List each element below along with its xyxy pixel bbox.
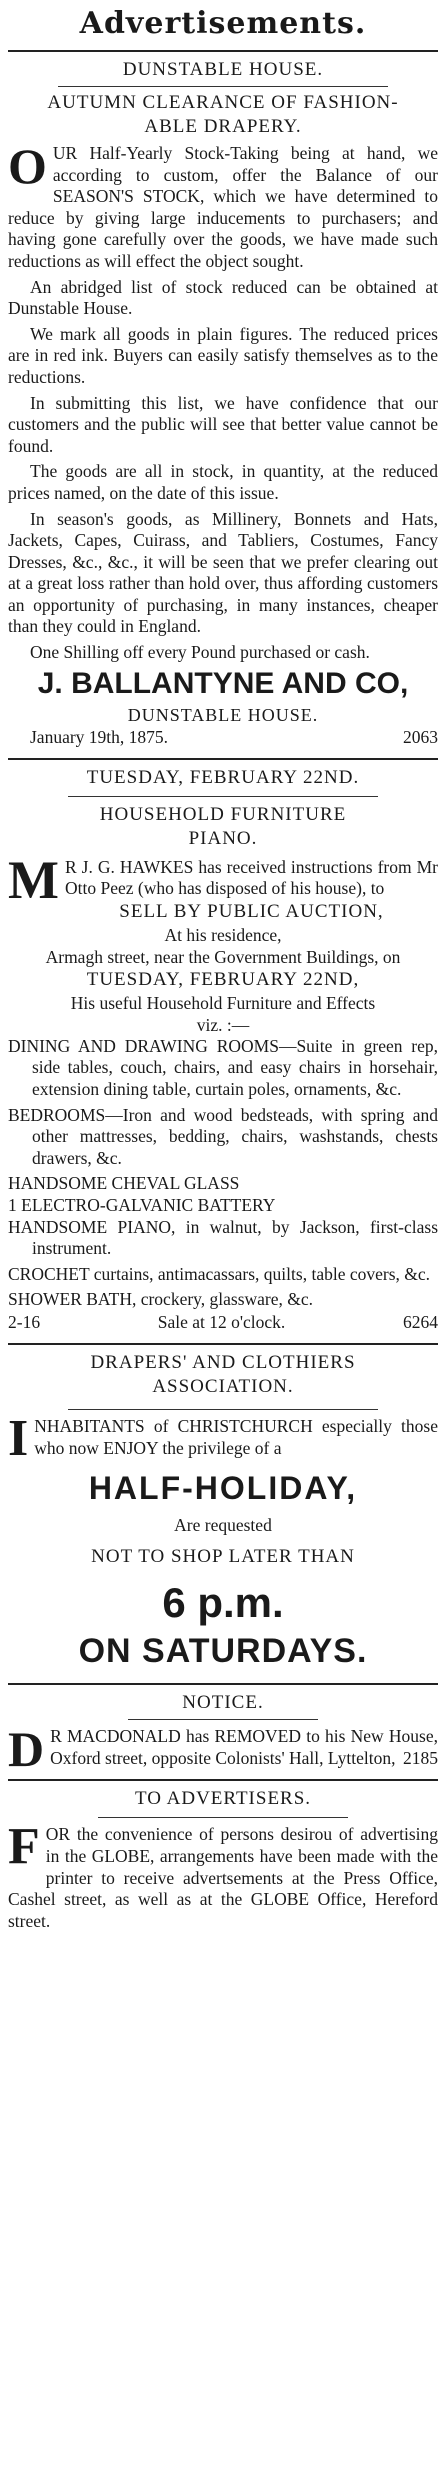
closing-time: 6 p.m.: [162, 1579, 284, 1627]
auction-item: HANDSOME PIANO, in walnut, by Jackson, first-class instrument.: [8, 1216, 438, 1259]
divider: [8, 1683, 438, 1685]
auction-item: SHOWER BATH, crockery, glassware, &c.: [8, 1289, 314, 1310]
ad-paragraph: The goods are all in stock, in quantity, at the reduced prices named, on the date of this issue.: [8, 461, 438, 503]
ad-paragraph: In season's goods, as Millinery, Bonnets and Hats, Jackets, Capes, Cuirass, and Tabliers, Costumes, Fancy Dresses, &c., &c., it will be seen that we prefer clearing out at a great loss rather than hold over, thus affording customers an opportunity of purchasing, in many instances, cheaper than they could in England.: [8, 508, 438, 637]
auction-intro-text: R J. G. HAWKES has received instructions from Mr Otto Peez (who has disposed of his house), to: [64, 856, 438, 899]
divider: [98, 1817, 348, 1818]
ad-paragraph: An abridged list of stock reduced can be obtained at Dunstable House.: [8, 276, 438, 319]
divider: [68, 796, 378, 797]
notice-ref-number: 2185: [403, 1747, 438, 1768]
masthead-title: Advertisements.: [79, 6, 367, 41]
auction-item: DINING AND DRAWING ROOMS—Suite in green rep, side tables, couch, chairs, and easy chairs in horsehair, extension dining table, curtain poles, ornaments, &c.: [8, 1035, 438, 1100]
ad-paragraph: [8, 138, 438, 273]
drop-cap: O: [8, 138, 47, 194]
auction-code: 2-16: [8, 1311, 41, 1332]
association-heading: ASSOCIATION.: [152, 1375, 294, 1397]
ad-ref-number: 2063: [403, 726, 438, 747]
divider: [68, 1409, 378, 1410]
saturdays-heading: ON SATURDAYS.: [78, 1632, 368, 1671]
divider: [8, 1343, 438, 1345]
auction-effects-line: His useful Household Furniture and Effects: [70, 992, 376, 1013]
auction-item: BEDROOMS—Iron and wood bedsteads, with spring and other mattresses, bedding, chairs, washstands, chests drawers, &c.: [8, 1104, 438, 1168]
advertisers-text: OR the convenience of persons desirou of advertising in the GLOBE, arrangements have been made with the printer to receive advertsements at the Press Office, Cashel street, as well as at the GLOBE Office, Hereford street.: [8, 1824, 438, 1931]
association-paragraph: [8, 1409, 438, 1467]
auction-sale-time: Sale at 12 o'clock.: [157, 1311, 286, 1332]
drop-cap: M: [8, 849, 59, 910]
ad-paragraph: In submitting this list, we have confidence that our customers and the public will see that better value cannot be found.: [8, 392, 438, 456]
ad-headline: ABLE DRAPERY.: [144, 116, 302, 137]
auction-item: HANDSOME CHEVAL GLASS: [8, 1173, 240, 1194]
auction-footer-row: [8, 1311, 438, 1333]
not-shop-line: NOT TO SHOP LATER THAN: [91, 1546, 355, 1568]
auction-sell-line: SELL BY PUBLIC AUCTION,: [119, 900, 384, 922]
association-heading: DRAPERS' AND CLOTHIERS: [90, 1351, 356, 1373]
auction-advert: [8, 766, 438, 1333]
auction-location: Armagh street, near the Government Buildings, on: [45, 946, 401, 967]
auction-viz: viz. :—: [196, 1014, 250, 1035]
divider: [58, 86, 388, 87]
auction-title: PIANO.: [188, 827, 258, 849]
dunstable-house-advert: [8, 58, 438, 748]
advertisers-paragraph: [8, 1818, 438, 1932]
drop-cap: I: [8, 1409, 29, 1467]
notice-heading: NOTICE.: [182, 1692, 264, 1714]
to-advertisers-advert: [8, 1787, 438, 1932]
auction-item: CROCHET curtains, antimacassars, quilts, table covers, &c.: [8, 1263, 431, 1284]
ad-paragraph: We mark all goods in plain figures. The reduced prices are in red ink. Buyers can easily satisfy themselves as to the reductions.: [8, 323, 438, 387]
auction-when: TUESDAY, FEBRUARY 22ND,: [86, 968, 360, 990]
drop-cap: D: [8, 1721, 45, 1778]
ad-house-heading: DUNSTABLE HOUSE.: [122, 59, 324, 80]
auction-date-heading: TUESDAY, FEBRUARY 22ND.: [86, 766, 360, 788]
notice-paragraph: [8, 1721, 438, 1778]
ad-paragraph-text: UR Half-Yearly Stock-Taking being at hand, we according to custom, offer the Balance of our SEASON'S STOCK, which we have determined to reduce by giving large inducements to purchasers; and having gone carefully over the goods, we have made such reductions as will effect the object sought.: [8, 143, 438, 271]
advertisers-heading: TO ADVERTISERS.: [134, 1788, 312, 1810]
firm-house: DUNSTABLE HOUSE.: [127, 704, 319, 725]
requested-line: Are requested: [174, 1515, 272, 1536]
divider: [8, 1779, 438, 1781]
association-paragraph-text: NHABITANTS of CHRISTCHURCH especially those who now ENJOY the privilege of a: [34, 1415, 438, 1458]
ad-headline: AUTUMN CLEARANCE OF FASHION-: [47, 92, 399, 113]
notice-advert: [8, 1691, 438, 1778]
firm-name: J. BALLANTYNE AND CO,: [37, 666, 409, 700]
ad-paragraph: One Shilling off every Pound purchased or cash.: [30, 642, 370, 663]
divider: [8, 758, 438, 760]
ad-footer-row: [8, 726, 438, 748]
drapers-association-advert: [8, 1351, 438, 1673]
auction-title: HOUSEHOLD FURNITURE: [99, 803, 347, 825]
auction-intro: [8, 849, 438, 910]
notice-text: R MACDONALD has REMOVED to his New House, Oxford street, opposite Colonists' Hall, Lyttelton,: [50, 1726, 438, 1768]
divider: [8, 50, 438, 52]
auction-ref-number: 6264: [402, 1311, 438, 1332]
drop-cap: F: [8, 1818, 40, 1876]
half-holiday-heading: HALF-HOLIDAY,: [88, 1470, 358, 1507]
divider: [128, 1719, 318, 1720]
ad-date: January 19th, 1875.: [30, 726, 169, 747]
auction-at-line: At his residence,: [164, 924, 282, 945]
auction-item: 1 ELECTRO-GALVANIC BATTERY: [8, 1195, 276, 1215]
